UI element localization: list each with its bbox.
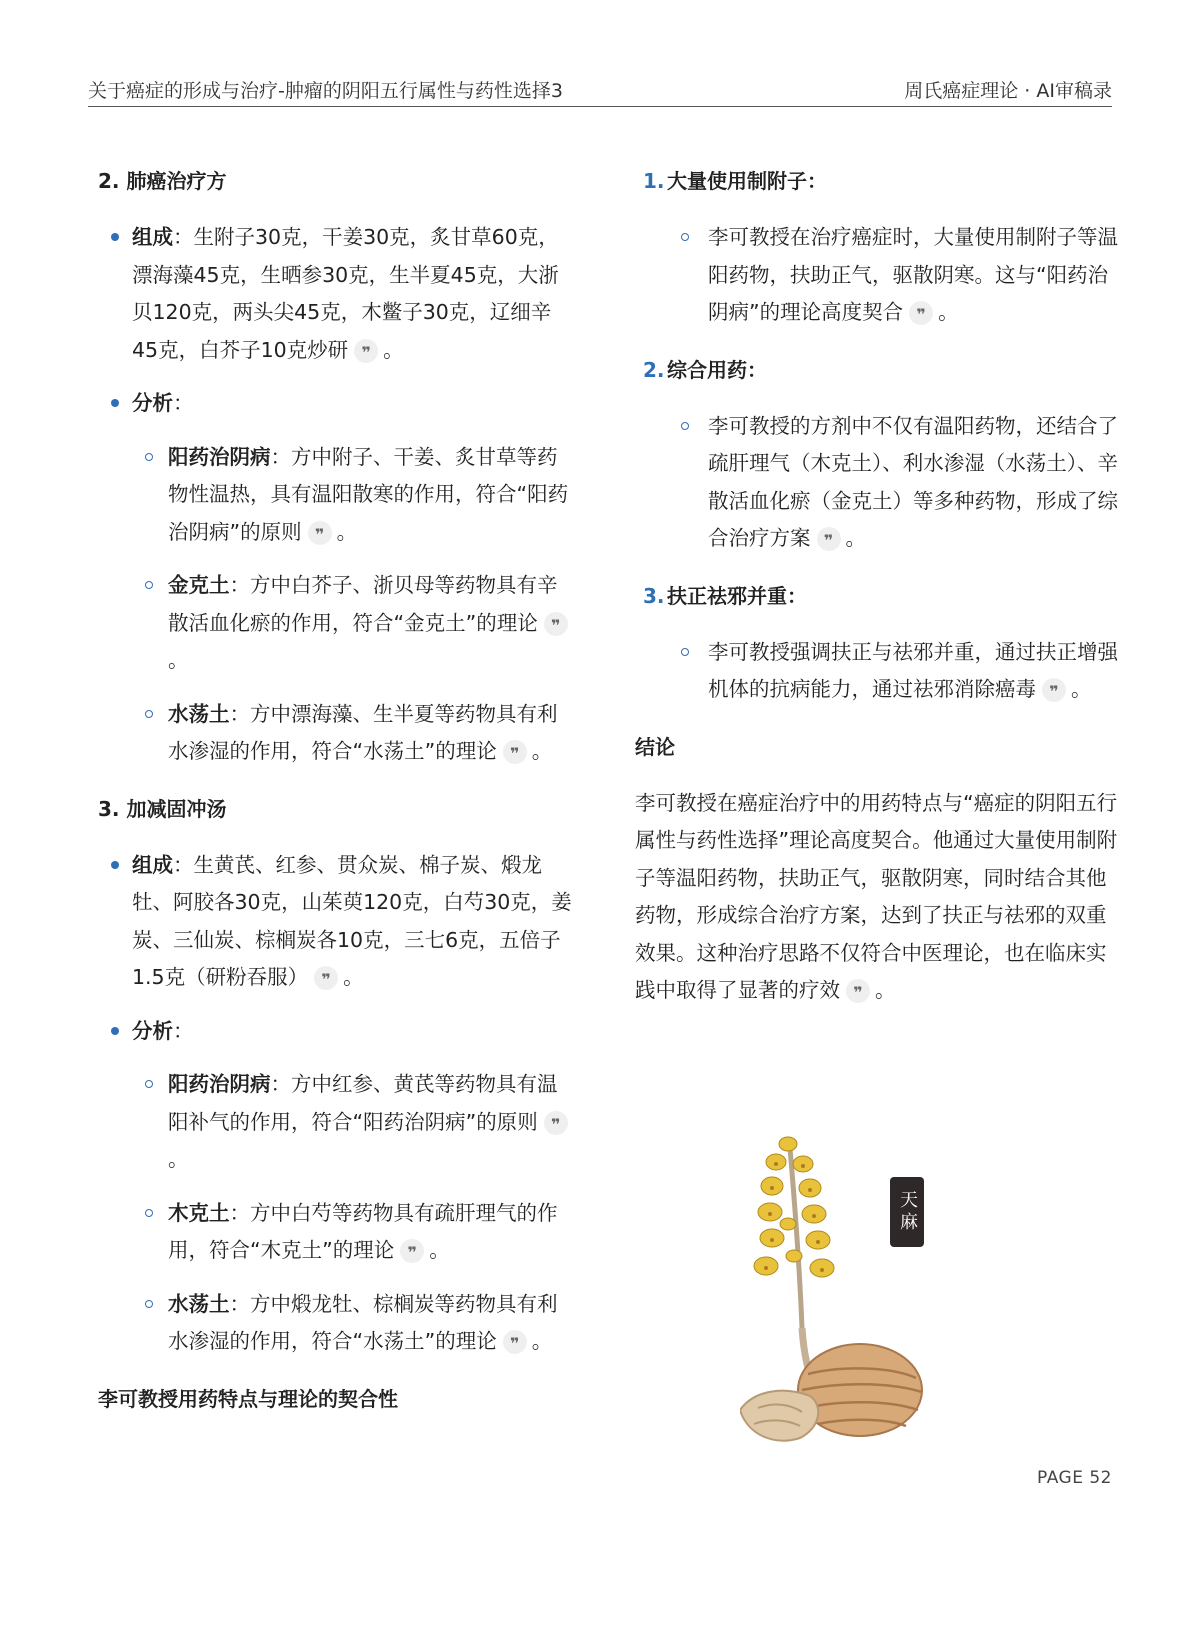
citation-icon[interactable]: ❞ [544, 612, 568, 636]
citation-icon[interactable]: ❞ [817, 527, 841, 551]
sub-bullet-icon [145, 710, 153, 718]
list-item: 阳药治阴病：方中附子、干姜、炙甘草等药物性温热，具有温阳散寒的作用，符合“阳药治阴病”的原则 ❞ 。 [98, 439, 576, 552]
numbered-item: 1. 大量使用制附子： [635, 166, 1120, 196]
citation-icon[interactable]: ❞ [503, 1330, 527, 1354]
item-number: 3. [643, 583, 665, 608]
header-series-title: 周氏癌症理论 · AI审稿录 [904, 80, 1112, 102]
citation-icon[interactable]: ❞ [400, 1239, 424, 1263]
citation-icon[interactable]: ❞ [1042, 678, 1066, 702]
list-item: 组成：生附子30克，干姜30克，炙甘草60克，漂海藻45克，生晒参30克，生半夏45克，大浙贝120克，两头尖45克，木鳖子30克，辽细辛45克，白芥子10克炒研 ❞ 。 [98, 219, 576, 369]
sub-bullet-icon [145, 581, 153, 589]
list-item: 水荡土：方中漂海藻、生半夏等药物具有利水渗湿的作用，符合“水荡土”的理论 ❞ 。 [98, 696, 576, 771]
citation-icon[interactable]: ❞ [503, 740, 527, 764]
sub-bullet-icon [681, 422, 689, 430]
section-heading: 3. 加减固冲汤 [98, 796, 227, 821]
bullet-icon [111, 399, 119, 407]
item-number: 1. [643, 169, 665, 193]
list-item: 分析： [98, 1013, 576, 1051]
sub-bullet-icon [681, 648, 689, 656]
citation-icon[interactable]: ❞ [308, 521, 332, 545]
citation-icon[interactable]: ❞ [846, 979, 870, 1003]
conclusion-heading: 结论 [635, 734, 675, 759]
list-item: 阳药治阴病：方中红参、黄芪等药物具有温阳补气的作用，符合“阳药治阴病”的原则 ❞。 [98, 1066, 576, 1179]
bullet-icon [111, 1027, 119, 1035]
item-number: 2. [643, 357, 665, 382]
section-heading: 2. 肺癌治疗方 [98, 169, 227, 193]
bullet-icon [111, 233, 119, 241]
citation-icon[interactable]: ❞ [354, 339, 378, 363]
conclusion-paragraph: 李可教授在癌症治疗中的用药特点与“癌症的阴阳五行属性与药性选择”理论高度契合。他通过大量使用制附子等温阳药物，扶助正气，驱散阴寒，同时结合其他药物，形成综合治疗方案，达到了扶正与祛邪的双重效果。这种治疗思路不仅符合中医理论，也在临床实践中取得了显著的疗效 ❞ 。 [635, 790, 1118, 1002]
section-heading: 李可教授用药特点与理论的契合性 [98, 1386, 398, 1411]
right-column [635, 166, 1120, 1010]
list-item: 金克土：方中白芥子、浙贝母等药物具有辛散活血化瘀的作用，符合“金克土”的理论 ❞。 [98, 567, 576, 680]
sub-bullet-icon [145, 1300, 153, 1308]
list-item: 李可教授强调扶正与祛邪并重，通过扶正增强机体的抗病能力，通过祛邪消除癌毒 ❞ 。 [635, 634, 1120, 709]
list-item: 李可教授在治疗癌症时，大量使用制附子等温阳药物，扶助正气，驱散阴寒。这与“阳药治阴病”的理论高度契合 ❞ 。 [635, 219, 1120, 332]
numbered-item: 3. 扶正祛邪并重： [635, 581, 1120, 611]
numbered-item: 2. 综合用药： [635, 355, 1120, 385]
list-item: 组成：生黄芪、红参、贯众炭、棉子炭、煅龙牡、阿胶各30克，山茱萸120克，白芍30克，姜炭、三仙炭、棕榈炭各10克，三七6克，五倍子1.5克（研粉吞服） ❞ 。 [98, 847, 576, 997]
page-header [88, 68, 1112, 107]
sub-bullet-icon [145, 1080, 153, 1088]
sub-bullet-icon [681, 233, 689, 241]
list-item: 李可教授的方剂中不仅有温阳药物，还结合了疏肝理气（木克土）、利水渗湿（水荡土）、辛散活血化瘀（金克土）等多种药物，形成了综合治疗方案 ❞ 。 [635, 408, 1120, 558]
list-item: 水荡土：方中煅龙牡、棕榈炭等药物具有利水渗湿的作用，符合“水荡土”的理论 ❞ 。 [98, 1286, 576, 1361]
left-column [98, 166, 576, 1414]
gastrodia-illustration [740, 1128, 980, 1448]
sub-bullet-icon [145, 453, 153, 461]
list-item: 分析： [98, 385, 576, 423]
header-doc-title: 关于癌症的形成与治疗-肿瘤的阴阳五行属性与药性选择3 [88, 80, 563, 102]
citation-icon[interactable]: ❞ [909, 301, 933, 325]
citation-icon[interactable]: ❞ [544, 1111, 568, 1135]
list-item: 木克土：方中白芍等药物具有疏肝理气的作用，符合“木克土”的理论 ❞ 。 [98, 1195, 576, 1270]
page-number: PAGE 52 [1037, 1468, 1112, 1488]
citation-icon[interactable]: ❞ [314, 966, 338, 990]
bullet-icon [111, 861, 119, 869]
seal-stamp: 天麻 [890, 1177, 924, 1247]
sub-bullet-icon [145, 1209, 153, 1217]
